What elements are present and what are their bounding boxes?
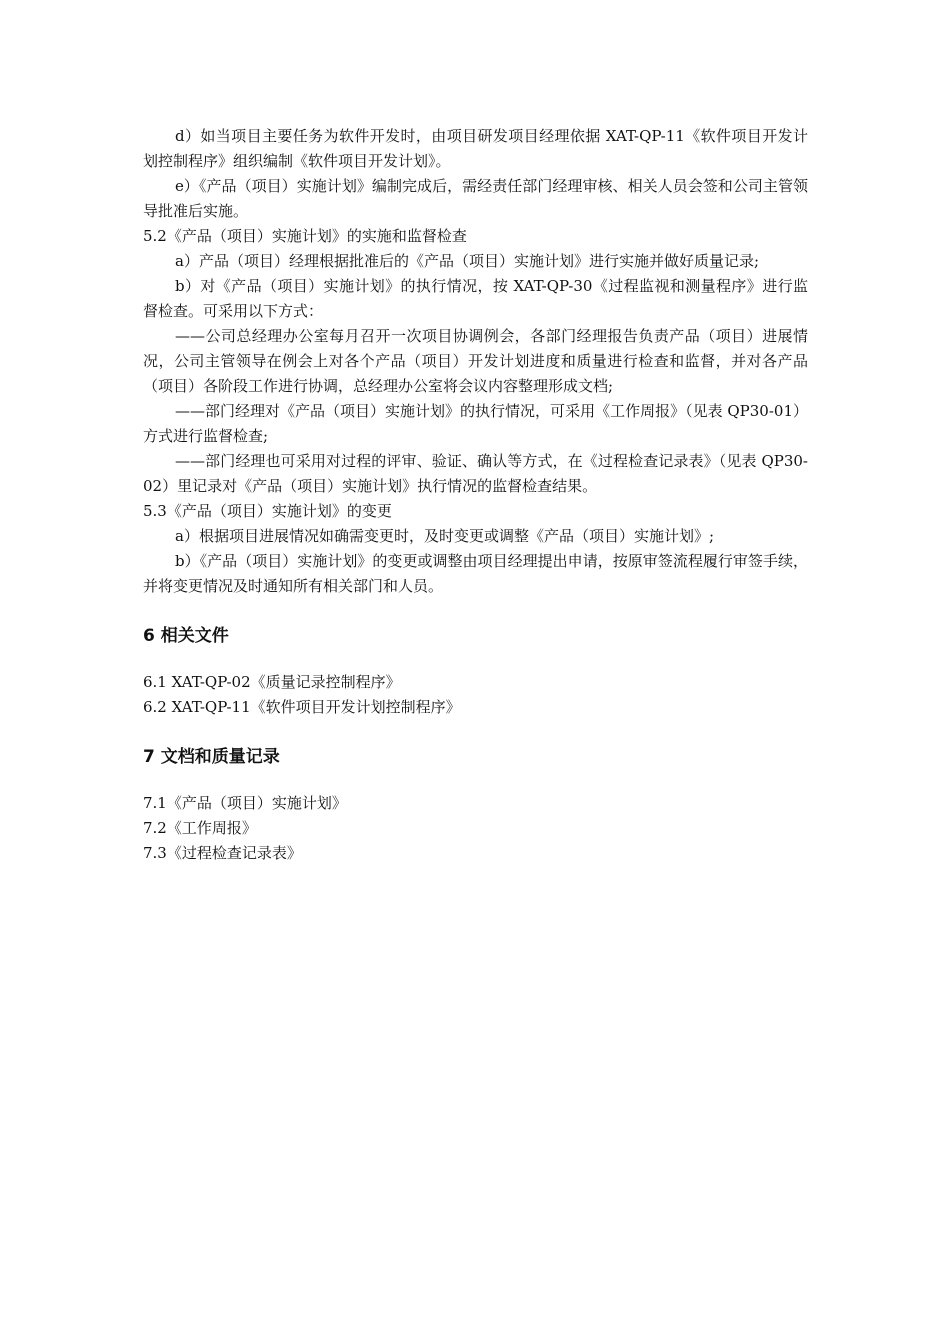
paragraph-5-3-a: a）根据项目进展情况如确需变更时，及时变更或调整《产品（项目）实施计划》;	[175, 527, 715, 545]
section-7-item: 7.2《工作周报》	[143, 819, 257, 837]
section-7-heading: 7 文档和质量记录	[143, 747, 280, 767]
document-page	[143, 124, 808, 866]
paragraph-5-2-a: a）产品（项目）经理根据批准后的《产品（项目）实施计划》进行实施并做好质量记录;	[175, 252, 760, 270]
section-6-item: 6.2 XAT-QP-11《软件项目开发计划控制程序》	[143, 698, 461, 716]
section-6-item: 6.1 XAT-QP-02《质量记录控制程序》	[143, 673, 401, 691]
paragraph-dash-1: ——公司总经理办公室每月召开一次项目协调例会，各部门经理报告负责产品（项目）进展情况，公司主管领导在例会上对各个产品（项目）开发计划进度和质量进行检查和监督，并对各产品（项目）各阶段工作进行协调，总经理办公室将会议内容整理形成文档;	[143, 327, 808, 395]
paragraph-dash-2: ——部门经理对《产品（项目）实施计划》的执行情况，可采用《工作周报》（见表 QP30-01）方式进行监督检查;	[143, 402, 808, 445]
subsection-5-2-heading: 5.2《产品（项目）实施计划》的实施和监督检查	[143, 227, 467, 245]
paragraph-e: e）《产品（项目）实施计划》编制完成后，需经责任部门经理审核、相关人员会签和公司主管领导批准后实施。	[143, 177, 808, 220]
section-7-item: 7.1《产品（项目）实施计划》	[143, 794, 347, 812]
section-6-heading: 6 相关文件	[143, 626, 229, 646]
section-7-item: 7.3《过程检查记录表》	[143, 844, 302, 862]
paragraph-5-2-b: b）对《产品（项目）实施计划》的执行情况，按 XAT-QP-30《过程监视和测量程序》进行监督检查。可采用以下方式：	[143, 277, 808, 320]
paragraph-dash-3: ——部门经理也可采用对过程的评审、验证、确认等方式，在《过程检查记录表》（见表 QP30-02）里记录对《产品（项目）实施计划》执行情况的监督检查结果。	[143, 452, 808, 495]
subsection-5-3-heading: 5.3《产品（项目）实施计划》的变更	[143, 502, 392, 520]
paragraph-5-3-b: b）《产品（项目）实施计划》的变更或调整由项目经理提出申请，按原审签流程履行审签手续，并将变更情况及时通知所有相关部门和人员。	[143, 552, 808, 595]
paragraph-d: d）如当项目主要任务为软件开发时，由项目研发项目经理依据 XAT-QP-11《软件项目开发计划控制程序》组织编制《软件项目开发计划》。	[143, 127, 808, 170]
